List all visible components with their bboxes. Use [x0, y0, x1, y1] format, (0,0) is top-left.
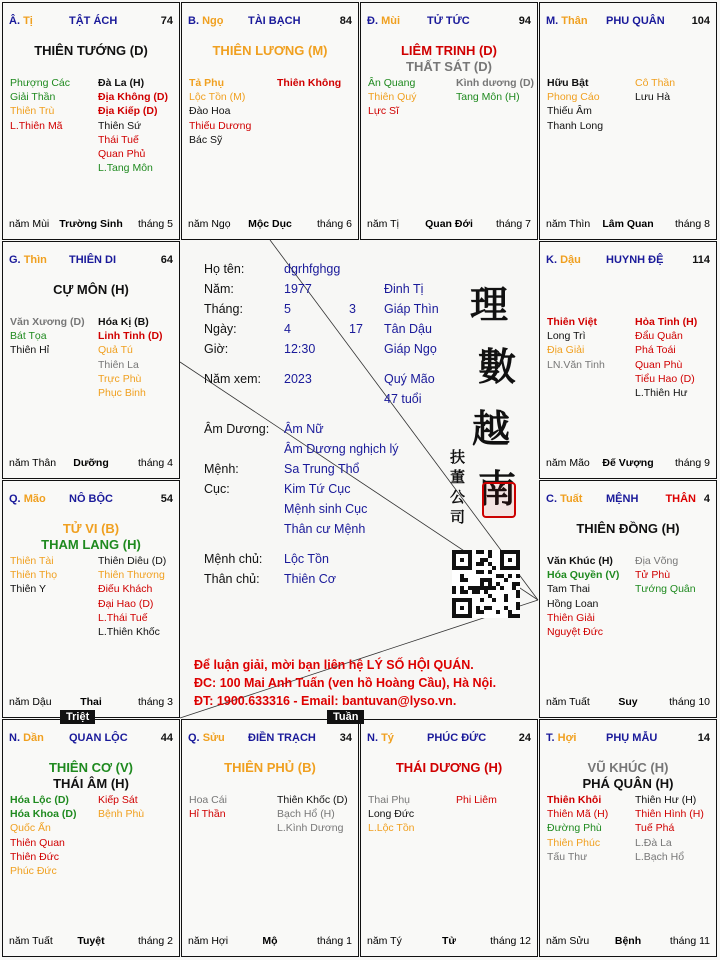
palace-month: tháng 1 [316, 935, 352, 947]
palace-chi: Ngọ [202, 15, 224, 27]
hour-value: 12:30 [284, 342, 316, 356]
star-item: L.Thái Tuế [98, 611, 148, 624]
year-label: Năm: [204, 282, 234, 296]
star-item: Hồng Loan [547, 597, 599, 610]
star-item: Văn Khúc (H) [547, 555, 613, 567]
palace-month: tháng 12 [490, 935, 531, 947]
day-canchi: Tân Dậu [384, 322, 432, 336]
star-item: Phục Binh [98, 387, 146, 400]
calli-char-1: 理 [470, 282, 509, 327]
star-item: Tướng Quân [635, 583, 696, 596]
star-item: Kình dương (D) [456, 77, 535, 89]
palace-can: N. [367, 732, 378, 744]
star-item: L.Kình Dương [277, 822, 344, 835]
palace-name: ĐIỀN TRẠCH [248, 732, 316, 744]
month-label: Tháng: [204, 302, 243, 316]
calli-small-2: 董 [450, 468, 466, 486]
star-item: Hỏa Tinh (H) [635, 316, 698, 328]
palace-year: năm Thân [9, 457, 57, 469]
palace-age: 54 [160, 493, 173, 505]
palace-year: năm Ngọ [188, 218, 231, 230]
palace-year: năm Tị [367, 218, 399, 230]
star-item: Giải Thần [10, 91, 56, 104]
star-item: Bạch Hổ (H) [277, 808, 335, 821]
star-item: L.Tang Môn [98, 162, 153, 175]
main-star: TỬ VI (B) [62, 521, 120, 536]
star-item: Linh Tinh (D) [98, 330, 163, 343]
calli-char-2: 數 [478, 344, 517, 389]
palace-month: tháng 11 [669, 935, 710, 947]
palace-month: tháng 3 [137, 696, 173, 708]
palace-stage: Suy [618, 696, 638, 708]
contact-address: ĐC: 100 Mai Anh Tuấn (ven hồ Hoàng Cầu), Hà Nội. [194, 676, 497, 690]
star-item: Thiên Sứ [98, 119, 142, 132]
star-item: Tấu Thư [547, 850, 588, 863]
star-item: Thiên Không [277, 77, 342, 89]
star-item: Đường Phù [547, 822, 602, 835]
star-item: Thiên Phúc [547, 836, 601, 849]
star-item: Thiếu Dương [189, 119, 252, 132]
main-star: VŨ KHÚC (H) [587, 760, 669, 775]
palace-name: PHÚC ĐỨC [427, 732, 487, 744]
star-item: L.Bạch Hổ [635, 850, 685, 863]
palace-year: năm Tý [367, 935, 402, 947]
palace-stage: Tử [441, 935, 457, 947]
menhchu-label: Mệnh chủ: [204, 552, 263, 566]
star-item: Thiên Quan [10, 836, 65, 849]
hour-canchi: Giáp Ngọ [384, 342, 437, 356]
star-item: Thiên Trù [10, 105, 55, 118]
main-star: THIÊN PHỦ (B) [224, 760, 316, 775]
star-item: Phá Toái [635, 344, 676, 357]
star-item: Thiên Tài [10, 555, 54, 567]
main-star: THIÊN TƯỚNG (D) [34, 43, 148, 58]
palace-year: năm Thìn [546, 218, 591, 230]
palace-month: tháng 2 [137, 935, 173, 947]
palace-month: tháng 7 [495, 218, 531, 230]
star-item: Thiên Mã (H) [547, 808, 609, 821]
palace-chi: Thìn [23, 254, 47, 266]
palace-chi: Tị [23, 15, 33, 27]
palace-month: tháng 4 [137, 457, 173, 469]
palace-month: tháng 5 [137, 218, 173, 230]
star-item: L.Thiên Mã [10, 119, 63, 132]
main-star: THIÊN LƯƠNG (M) [212, 43, 328, 58]
palace-age: 24 [518, 732, 531, 744]
star-item: Bác Sỹ [189, 133, 223, 146]
palace-stage: Quan Đới [425, 218, 473, 230]
palace-year: năm Tuất [9, 935, 53, 947]
palace-month: tháng 6 [316, 218, 352, 230]
palace-age: 14 [697, 732, 710, 744]
star-item: Thiên Việt [547, 316, 597, 328]
tuan-tag: Tuần [327, 710, 364, 724]
palace-age: 104 [691, 15, 710, 27]
day-lunar: 17 [349, 322, 363, 336]
view-year-canchi: Quý Mão [384, 372, 435, 386]
contact-line-1: Để luận giải, mời bạn liên hệ LÝ SỐ HỘI QUÁN. [194, 658, 474, 672]
star-item: LN.Văn Tinh [547, 358, 605, 371]
palace-name: QUAN LỘC [69, 732, 128, 744]
palace-stage: Lâm Quan [602, 218, 654, 230]
star-item: Nguyệt Đức [547, 626, 604, 639]
star-item: Tiểu Hao (D) [635, 372, 695, 385]
star-item: Thiên Khốc (D) [277, 794, 348, 806]
star-item: Thiên Quý [368, 91, 417, 104]
main-star: THÁI DƯƠNG (H) [395, 760, 503, 775]
palace-stage: Thai [80, 696, 102, 708]
star-item: Đào Hoa [189, 105, 231, 118]
palace-name: PHỤ MẪU [606, 732, 658, 744]
star-item: L.Lộc Tồn [368, 822, 415, 835]
thanchu-label: Thân chủ: [204, 572, 260, 586]
star-item: Địa Không (D) [98, 91, 168, 104]
main-star: THIÊN ĐỒNG (H) [576, 521, 680, 536]
amduong-value: Âm Nữ [284, 422, 324, 436]
star-item: Thiên Thương [98, 569, 165, 582]
palace-chi: Hợi [557, 732, 577, 744]
palace-name: NÔ BỘC [69, 493, 113, 505]
palace-age: 44 [160, 732, 173, 744]
palace-year: năm Dậu [9, 696, 52, 708]
star-item: Lộc Tồn (M) [189, 91, 246, 104]
amduong-label: Âm Dương: [204, 422, 270, 436]
star-item: Văn Xương (D) [10, 316, 85, 328]
palace-stage: Tuyệt [77, 935, 105, 947]
palace-can: C. [546, 493, 557, 505]
main-star: THAM LANG (H) [41, 537, 141, 552]
palace-age: 114 [692, 254, 710, 266]
cuc-value: Kim Tứ Cục [284, 482, 351, 496]
palace-name: MỆNH [606, 493, 639, 505]
star-item: Trực Phù [98, 372, 142, 385]
palace-age: 34 [339, 732, 352, 744]
palace-year: năm Tuất [546, 696, 590, 708]
year-value: 1977 [284, 282, 312, 296]
star-item: Thanh Long [547, 119, 604, 132]
palace-can: Q. [188, 732, 200, 744]
star-item: Kiếp Sát [98, 794, 138, 806]
palace-can: Â. [9, 15, 20, 27]
star-item: Tử Phù [635, 569, 671, 582]
menh-label: Mệnh: [204, 462, 239, 476]
palace-chi: Dần [23, 732, 44, 744]
view-age: 47 tuổi [384, 392, 422, 406]
qr-code-icon[interactable] [452, 550, 520, 618]
main-star: THIÊN CƠ (V) [48, 760, 134, 775]
star-item: L.Đà La [635, 836, 672, 849]
star-item: Địa Kiếp (D) [98, 105, 158, 118]
star-item: Quan Phù [635, 358, 683, 371]
palace-stage: Trường Sinh [59, 218, 123, 230]
hour-label: Giờ: [204, 342, 229, 356]
star-item: Hữu Bật [547, 77, 589, 89]
main-star: LIÊM TRINH (D) [400, 43, 498, 58]
star-item: Thiên Hỉ [10, 344, 50, 357]
menhchu-value: Lộc Tồn [284, 552, 329, 566]
day-label: Ngày: [204, 322, 237, 336]
star-item: Hóa Khoa (D) [10, 808, 77, 821]
star-item: Thiên Diêu (D) [98, 555, 167, 567]
star-item: Bệnh Phù [98, 808, 145, 821]
star-item: Phúc Đức [10, 865, 57, 878]
amduong-relation: Âm Dương nghịch lý [284, 442, 399, 456]
star-item: Địa Võng [635, 555, 679, 567]
palace-name: TÀI BẠCH [248, 15, 301, 27]
star-item: Tang Môn (H) [456, 91, 520, 104]
month-lunar: 3 [349, 302, 356, 316]
palace-year: năm Sửu [546, 935, 590, 947]
main-star: PHÁ QUÂN (H) [582, 776, 674, 791]
thanchu-value: Thiên Cơ [284, 572, 336, 586]
view-year-value: 2023 [284, 372, 312, 386]
star-item: Thái Tuế [98, 133, 139, 146]
month-canchi: Giáp Thìn [384, 302, 439, 316]
star-item: Tả Phụ [189, 77, 225, 89]
palace-stage: Đế Vượng [602, 457, 654, 469]
calli-small-3: 公 [450, 488, 466, 506]
palace-than-marker: THÂN [665, 493, 696, 505]
than-cu: Thân cư Mệnh [284, 522, 366, 536]
palace-name: HUYNH ĐỆ [606, 254, 664, 266]
red-seal-icon [482, 482, 516, 518]
star-item: Thiên La [98, 358, 139, 371]
star-item: Hóa Quyền (V) [547, 569, 620, 582]
star-item: Thiên Hình (H) [635, 808, 704, 821]
star-item: Thiên Khôi [547, 794, 602, 806]
palace-chi: Sửu [202, 732, 225, 744]
calli-char-4: 南 [478, 466, 517, 511]
star-item: Hoa Cái [189, 794, 227, 806]
palace-chi: Mão [23, 493, 46, 505]
palace-stage: Mộ [262, 935, 278, 947]
star-item: Bát Tọa [10, 330, 47, 343]
palace-name: THIÊN DI [69, 254, 117, 266]
triet-tag: Triệt [60, 710, 95, 724]
star-item: Thiên Giải [547, 611, 595, 624]
star-item: Hỉ Thần [189, 808, 226, 821]
palace-month: tháng 9 [674, 457, 710, 469]
star-item: Thiếu Âm [547, 105, 592, 118]
palace-chi: Thân [561, 15, 588, 27]
star-item: Thiên Thọ [10, 569, 58, 582]
palace-can: T. [546, 732, 555, 744]
star-item: Hóa Kị (B) [98, 316, 149, 328]
palace-can: B. [188, 15, 199, 27]
palace-age: 64 [160, 254, 173, 266]
palace-stage: Dưỡng [73, 457, 109, 469]
cuc-relation: Mệnh sinh Cục [284, 502, 368, 516]
name-label: Họ tên: [204, 262, 245, 276]
day-solar: 4 [284, 322, 291, 336]
star-item: Long Đức [368, 808, 415, 821]
palace-chi: Mùi [381, 15, 401, 27]
palace-month: tháng 10 [669, 696, 710, 708]
star-item: Điếu Khách [98, 583, 153, 596]
star-item: Cô Thần [635, 77, 676, 89]
star-item: Địa Giải [547, 344, 585, 357]
palace-name: TẬT ÁCH [69, 15, 118, 27]
palace-name: PHU QUÂN [606, 15, 665, 27]
palace-stage: Mộc Dục [248, 218, 292, 230]
palace-can: Đ. [367, 15, 378, 27]
star-item: Đẩu Quân [635, 330, 683, 343]
star-item: Thiên Đức [10, 850, 60, 863]
star-item: Lực Sĩ [368, 105, 399, 118]
name-value: dgrhfghgg [284, 262, 341, 276]
star-item: Lưu Hà [635, 91, 671, 104]
star-item: Ân Quang [368, 77, 416, 89]
star-item: Thiên Hư (H) [635, 794, 697, 806]
palace-stage: Bệnh [614, 935, 642, 947]
palace-age: 84 [339, 15, 352, 27]
star-item: Đại Hao (D) [98, 597, 154, 610]
star-item: Tuế Phá [635, 822, 675, 835]
palace-chi: Dậu [560, 254, 581, 266]
view-year-label: Năm xem: [204, 372, 261, 386]
year-canchi: Đinh Tị [384, 282, 424, 296]
star-item: Phượng Các [10, 77, 71, 89]
menh-value: Sa Trung Thổ [284, 462, 360, 476]
palace-can: Q. [9, 493, 21, 505]
palace-can: K. [546, 254, 557, 266]
palace-age: 74 [160, 15, 173, 27]
star-item: Quốc Ấn [10, 822, 51, 835]
palace-year: năm Hợi [188, 935, 229, 947]
palace-can: G. [9, 254, 21, 266]
palace-month: tháng 8 [674, 218, 710, 230]
star-item: Phong Cáo [547, 91, 600, 104]
star-item: Long Trì [547, 330, 586, 343]
palace-age: 94 [518, 15, 531, 27]
calli-small-4: 司 [450, 508, 466, 526]
palace-can: M. [546, 15, 559, 27]
palace-chi: Tý [381, 732, 394, 744]
main-star: THẤT SÁT (D) [406, 59, 492, 74]
star-item: L.Thiên Hư [635, 387, 688, 400]
main-star: CỰ MÔN (H) [53, 282, 129, 297]
star-item: Tam Thai [547, 583, 590, 596]
palace-name: TỬ TỨC [427, 15, 470, 27]
star-item: Thai Phụ [368, 794, 411, 806]
star-item: Phi Liêm [456, 794, 497, 806]
star-item: Hóa Lộc (D) [10, 794, 69, 806]
center-info-panel [180, 240, 538, 718]
calli-char-3: 越 [472, 406, 511, 451]
contact-phone-email: ĐT: 1900.633316 - Email: bantuvan@lyso.vn. [194, 694, 457, 708]
palace-chi: Tuất [560, 493, 583, 505]
palace-can: N. [9, 732, 20, 744]
star-item: L.Thiên Khốc [98, 626, 160, 639]
palace-year: năm Mão [546, 457, 590, 469]
star-item: Đà La (H) [98, 77, 145, 89]
star-item: Thiên Y [10, 583, 46, 596]
palace-year: năm Mùi [9, 218, 50, 230]
month-solar: 5 [284, 302, 291, 316]
palace-age: 4 [703, 493, 710, 505]
star-item: Quan Phủ [98, 148, 146, 161]
main-star: THÁI ÂM (H) [53, 776, 129, 791]
star-item: Quả Tú [98, 344, 133, 357]
cuc-label: Cục: [204, 482, 230, 496]
calli-small-1: 扶 [450, 448, 466, 466]
